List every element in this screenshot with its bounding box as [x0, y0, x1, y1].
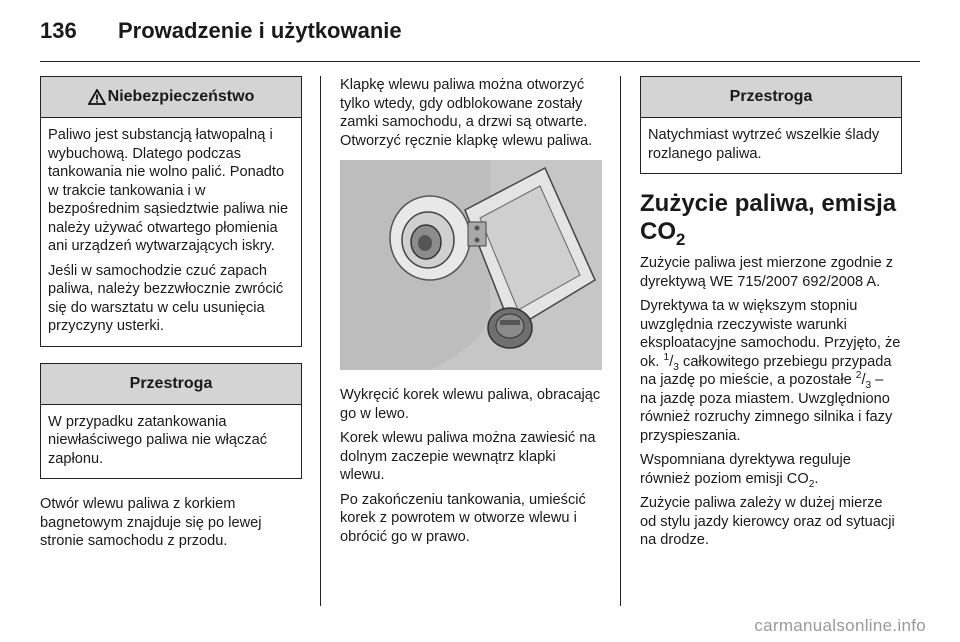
- body-paragraph: Korek wlewu paliwa można zawiesić na dolnym zaczepie wewnątrz klapki wlewu.: [340, 430, 596, 483]
- body-paragraph: Dyrektywa ta w większym stopniu uwzględnia rzeczywiste warunki eksploatacyjne samochodu. Przyjęto, że ok. $^1/_3$ całkowitego przebiegu przypada na jazdę po mieście, a pozostałe $^2/_3$ – na jazdę poza miastem. Uwzględniono również rozruchy zimnego silnika i fazy przyspieszania.: [640, 298, 901, 444]
- body-paragraph: Klapkę wlewu paliwa można otworzyć tylko wtedy, gdy odblokowane zostały zamki samochodu, a drzwi są otwarte. Otworzyć ręcznie klapkę wlewu paliwa.: [340, 77, 593, 149]
- fuel-filler-image: [340, 160, 602, 370]
- text-run: .: [814, 470, 819, 487]
- danger-box-body: [41, 118, 301, 346]
- column-divider: [620, 76, 621, 606]
- header-rule: [40, 61, 920, 62]
- fraction-numerator: 2: [855, 370, 862, 382]
- danger-box-header: [41, 77, 301, 118]
- page-header: [40, 12, 920, 60]
- column-divider: [320, 76, 321, 606]
- body-paragraph: Po zakończeniu tankowania, umieścić korek z powrotem w otworze wlewu i obrócić go w prawo.: [340, 491, 586, 545]
- warning-triangle-icon: [88, 89, 106, 105]
- body-paragraph: Otwór wlewu paliwa z korkiem bagnetowym znajduje się po lewej stronie samochodu z przodu.: [40, 496, 262, 549]
- danger-paragraph: Jeśli w samochodzie czuć zapach paliwa, należy bezzwłocznie zwrócić się do warsztatu w celu usunięcia przyczyny usterki.: [48, 262, 284, 334]
- caution-paragraph: W przypadku zatankowania niewłaściwego paliwa nie włączać zapłonu.: [48, 413, 268, 467]
- caution-box-body: [641, 118, 901, 173]
- column-3: [640, 76, 902, 556]
- caution-box-header: [41, 364, 301, 405]
- caution-box: [40, 363, 302, 480]
- body-paragraph: [640, 451, 902, 488]
- body-paragraph: Zużycie paliwa jest mierzone zgodnie z dyrektywą WE 715/2007 692/2008 A.: [640, 255, 894, 290]
- section-heading-subscript: 2: [676, 229, 686, 249]
- page-number: 136: [40, 18, 77, 43]
- watermark: carmanualsonline.info: [754, 616, 926, 635]
- caution-box-title: Przestroga: [729, 88, 813, 105]
- text-run: – na jazdę poza miastem. Uwzględniono również rozruchy zimnego silnika i fazy przyspieszania.: [640, 372, 893, 444]
- fraction-denominator: 3: [673, 361, 679, 373]
- section-heading: [640, 190, 902, 249]
- danger-paragraph: Paliwo jest substancją łatwopalną i wybuchową. Dlatego podczas tankowania nie wolno palić. Ponadto w trakcie tankowania i w bezpośrednim sąsiedztwie paliwa nie należy używać otwartego płomienia ani urządzeń wytwarzających iskry.: [48, 127, 289, 254]
- caution-box-body: [41, 405, 301, 479]
- column-1: [40, 76, 302, 557]
- section-heading-co: CO: [640, 218, 676, 245]
- text-run: Wspomniana dyrektywa reguluje również poziom emisji CO: [640, 452, 851, 487]
- body-paragraph: Wykręcić korek wlewu paliwa, obracając go w lewo.: [340, 387, 601, 422]
- fraction-denominator: 3: [865, 379, 872, 391]
- danger-box-title: Niebezpieczeństwo: [107, 88, 255, 105]
- page-title: Prowadzenie i użytkowanie: [118, 18, 402, 43]
- text-run: całkowitego przebiegu przypada na jazdę po mieście, a pozostałe: [640, 353, 892, 388]
- text-run: Dyrektywa ta w większym stopniu uwzględnia rzeczywiste warunki eksploatacyjne samochodu. Przyjęto, że ok.: [640, 298, 901, 370]
- section-heading-text: Zużycie paliwa, emisja: [640, 190, 897, 217]
- fraction-numerator: 1: [663, 351, 670, 363]
- danger-box: [40, 76, 302, 347]
- caution-box-header: [641, 77, 901, 118]
- column-2: [340, 76, 602, 552]
- caution-paragraph: Natychmiast wytrzeć wszelkie ślady rozlanego paliwa.: [648, 127, 880, 162]
- fuel-filler-illustration: [340, 160, 602, 370]
- caution-box: [640, 76, 902, 174]
- caution-box-title: Przestroga: [129, 374, 213, 392]
- body-paragraph: Zużycie paliwa zależy w dużej mierze od stylu jazdy kierowcy oraz od sytuacji na drodze.: [640, 495, 895, 548]
- subscript: 2: [808, 478, 815, 490]
